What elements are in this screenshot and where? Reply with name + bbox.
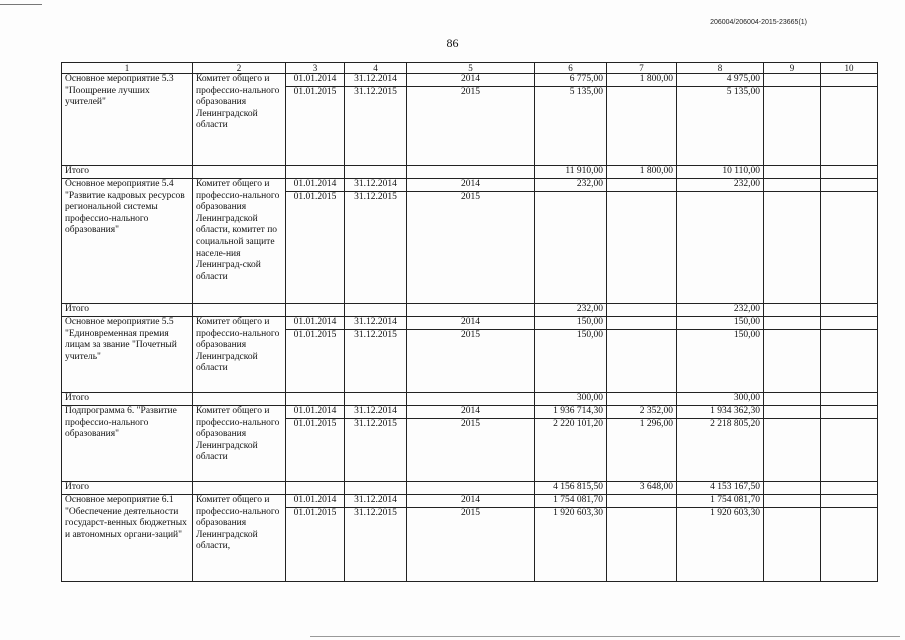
executor: Комитет общего и профессио-нального образования Ленинградской области, комитет по социальной защите населе-ния Ленинград-ской области — [193, 179, 286, 304]
amount-federal — [607, 317, 676, 330]
amount-c10 — [821, 419, 877, 431]
column-header: 1 — [62, 63, 193, 74]
year: 2015 — [461, 87, 480, 97]
start-date: 01.01.2015 — [293, 419, 337, 429]
amount-total: 150,00 — [576, 330, 603, 340]
table-row — [62, 179, 878, 304]
amount-regional: 1 754 081,70 — [677, 495, 763, 508]
year: 2014 — [407, 74, 534, 87]
end-date: 31.12.2014 — [345, 74, 406, 87]
end-date: 31.12.2015 — [354, 419, 397, 429]
amount-total: 1 754 081,70 — [535, 495, 606, 508]
amount-federal — [607, 330, 676, 342]
year: 2015 — [461, 508, 480, 518]
total-label: Итого — [62, 482, 193, 495]
budget-table — [61, 62, 878, 582]
total-amount: 232,00 — [535, 304, 607, 317]
amount-c10 — [821, 317, 877, 330]
program-name: Подпрограмма 6. "Развитие профессио-нального образования" — [62, 406, 193, 482]
end-date: 31.12.2015 — [354, 330, 397, 340]
start-date: 01.01.2015 — [293, 87, 337, 97]
amount-federal — [607, 87, 676, 99]
program-name: Основное мероприятие 5.3 "Поощрение лучших учителей" — [62, 74, 193, 166]
executor: Комитет общего и профессио-нального образования Ленинградской области — [193, 406, 286, 482]
column-header: 10 — [821, 63, 878, 74]
amount-total: 232,00 — [535, 179, 606, 192]
amount-federal: 1 800,00 — [607, 74, 676, 87]
total-label: Итого — [62, 304, 193, 317]
executor: Комитет общего и профессио-нального образования Ленинградской области — [193, 74, 286, 166]
start-date: 01.01.2014 — [286, 74, 344, 87]
start-date: 01.01.2015 — [293, 508, 337, 518]
end-date: 31.12.2015 — [354, 192, 397, 202]
amount-regional: 2 218 805,20 — [710, 419, 760, 429]
column-header: 2 — [193, 63, 286, 74]
program-name: Основное мероприятие 5.5 "Единовременная премия лицам за звание "Почетный учитель" — [62, 317, 193, 393]
amount-federal: 1 296,00 — [639, 419, 673, 429]
amount-federal — [607, 179, 676, 192]
amount-c9 — [764, 330, 820, 342]
total-amount: 4 156 815,50 — [535, 482, 607, 495]
scan-edge-mark — [310, 636, 900, 637]
amount-total: 1 936 714,30 — [535, 406, 606, 419]
year: 2014 — [407, 495, 534, 508]
total-federal: 3 648,00 — [607, 482, 677, 495]
total-row — [62, 304, 878, 317]
year: 2014 — [407, 406, 534, 419]
total-c10 — [821, 304, 878, 317]
amount-regional: 5 135,00 — [726, 87, 760, 97]
table-row — [62, 406, 878, 482]
amount-c9 — [764, 406, 820, 419]
amount-c9 — [764, 419, 820, 431]
table-row — [62, 74, 878, 166]
total-c10 — [821, 166, 878, 179]
document-id: 206004/206004-2015-23665(1) — [710, 19, 807, 26]
program-name: Основное мероприятие 6.1 "Обеспечение деятельности государст-венных бюджетных и автономных органи-заций" — [62, 495, 193, 582]
start-date: 01.01.2014 — [286, 317, 344, 330]
amount-c10 — [821, 406, 877, 419]
amount-federal: 2 352,00 — [607, 406, 676, 419]
amount-total: 150,00 — [535, 317, 606, 330]
amount-regional: 4 975,00 — [677, 74, 763, 87]
column-number-row — [62, 63, 878, 74]
column-header: 5 — [407, 63, 535, 74]
start-date: 01.01.2014 — [286, 406, 344, 419]
total-regional: 4 153 167,50 — [677, 482, 764, 495]
year: 2014 — [407, 179, 534, 192]
year: 2015 — [461, 330, 480, 340]
amount-total: 6 775,00 — [535, 74, 606, 87]
total-amount: 11 910,00 — [535, 166, 607, 179]
table-row — [62, 317, 878, 393]
scan-edge-mark — [0, 4, 42, 5]
table-row — [62, 495, 878, 582]
total-label: Итого — [62, 166, 193, 179]
amount-c10 — [821, 179, 877, 192]
total-row — [62, 166, 878, 179]
amount-regional: 232,00 — [677, 179, 763, 192]
amount-c9 — [764, 74, 820, 87]
start-date: 01.01.2015 — [293, 330, 337, 340]
end-date: 31.12.2014 — [345, 495, 406, 508]
column-header: 4 — [345, 63, 407, 74]
total-c10 — [821, 393, 878, 406]
start-date: 01.01.2015 — [293, 192, 337, 202]
amount-c9 — [764, 508, 820, 520]
amount-regional: 1 934 362,30 — [677, 406, 763, 419]
amount-federal — [607, 192, 676, 204]
amount-regional — [677, 192, 763, 204]
column-header: 3 — [286, 63, 345, 74]
total-regional: 232,00 — [677, 304, 764, 317]
amount-total — [535, 192, 606, 204]
end-date: 31.12.2015 — [354, 87, 397, 97]
amount-c9 — [764, 87, 820, 99]
amount-regional: 150,00 — [677, 317, 763, 330]
total-label: Итого — [62, 393, 193, 406]
total-regional: 300,00 — [677, 393, 764, 406]
amount-federal — [607, 508, 676, 520]
total-regional: 10 110,00 — [677, 166, 764, 179]
amount-c9 — [764, 179, 820, 192]
page-number: 86 — [446, 36, 459, 50]
executor: Комитет общего и профессио-нального образования Ленинградской области — [193, 317, 286, 393]
total-amount: 300,00 — [535, 393, 607, 406]
total-c9 — [764, 166, 821, 179]
amount-regional: 1 920 603,30 — [710, 508, 760, 518]
amount-c10 — [821, 495, 877, 508]
amount-c9 — [764, 495, 820, 508]
amount-c10 — [821, 87, 877, 99]
total-federal: 1 800,00 — [607, 166, 677, 179]
total-federal — [607, 304, 677, 317]
year: 2015 — [461, 192, 480, 202]
column-header: 8 — [677, 63, 764, 74]
total-row — [62, 482, 878, 495]
end-date: 31.12.2014 — [345, 179, 406, 192]
total-c9 — [764, 482, 821, 495]
column-header: 9 — [764, 63, 821, 74]
amount-regional: 150,00 — [733, 330, 760, 340]
end-date: 31.12.2015 — [354, 508, 397, 518]
total-row — [62, 393, 878, 406]
amount-c9 — [764, 192, 820, 204]
amount-c9 — [764, 317, 820, 330]
amount-total: 5 135,00 — [569, 87, 603, 97]
total-c9 — [764, 304, 821, 317]
column-header: 7 — [607, 63, 677, 74]
amount-c10 — [821, 74, 877, 87]
end-date: 31.12.2014 — [345, 317, 406, 330]
total-federal — [607, 393, 677, 406]
amount-total: 1 920 603,30 — [553, 508, 603, 518]
amount-total: 2 220 101,20 — [553, 419, 603, 429]
amount-c10 — [821, 192, 877, 204]
year: 2015 — [461, 419, 480, 429]
total-c10 — [821, 482, 878, 495]
start-date: 01.01.2014 — [286, 495, 344, 508]
executor: Комитет общего и профессио-нального образования Ленинградской области, — [193, 495, 286, 582]
amount-federal — [607, 495, 676, 508]
amount-c10 — [821, 508, 877, 520]
year: 2014 — [407, 317, 534, 330]
end-date: 31.12.2014 — [345, 406, 406, 419]
program-name: Основное мероприятие 5.4 "Развитие кадровых ресурсов региональной системы профессио-нального образования" — [62, 179, 193, 304]
total-c9 — [764, 393, 821, 406]
column-header: 6 — [535, 63, 607, 74]
start-date: 01.01.2014 — [286, 179, 344, 192]
amount-c10 — [821, 330, 877, 342]
